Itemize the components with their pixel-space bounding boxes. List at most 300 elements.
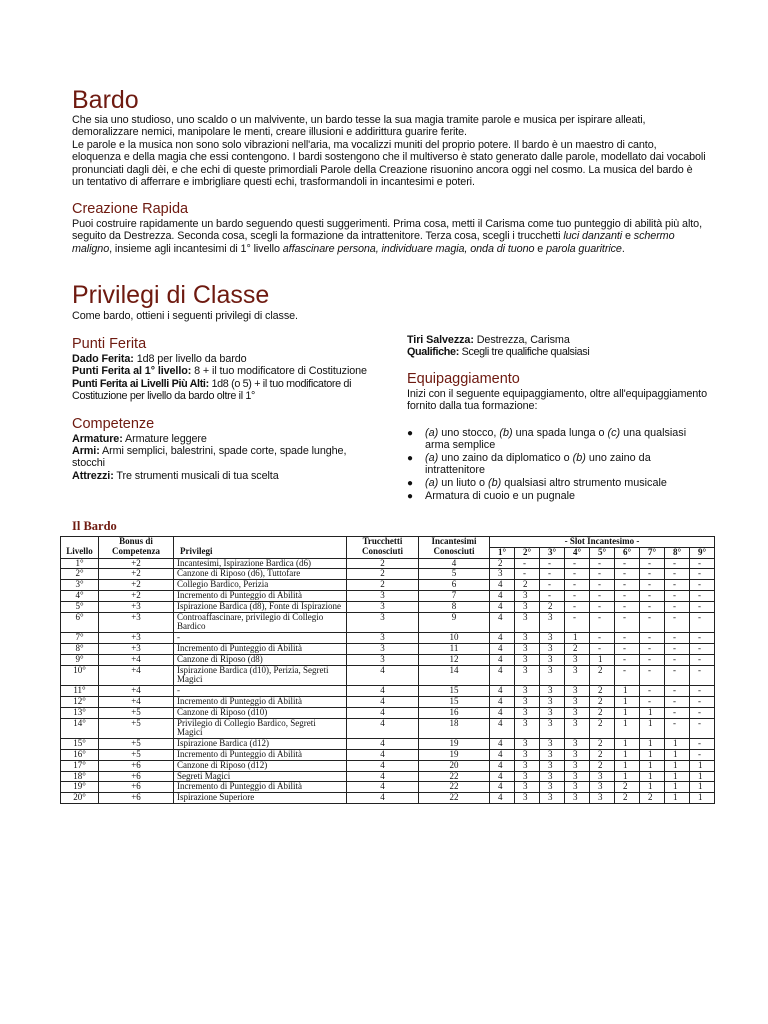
cell-slot: 3: [540, 643, 565, 654]
cell-privilegi: Incremento di Punteggio di Abilità: [174, 782, 347, 793]
cell-slot: 3: [590, 782, 615, 793]
cell-slot: 1: [615, 718, 640, 739]
cell-livello: 13°: [61, 707, 99, 718]
cell-slot: 3: [540, 686, 565, 697]
cell-privilegi: Incantesimi, Ispirazione Bardica (d6): [174, 558, 347, 569]
label: Punti Ferita al 1° livello:: [72, 365, 192, 378]
header-slot: - Slot Incantesimo -: [490, 537, 715, 548]
cell-incantesimi: 19: [419, 739, 490, 750]
option-text: Armatura di cuoio e un pugnale: [425, 490, 576, 503]
cell-slot: -: [640, 665, 665, 686]
cell-bonus: +4: [99, 686, 174, 697]
option-letter: (a): [425, 426, 439, 439]
cell-bonus: +3: [99, 633, 174, 644]
equipment-list: [407, 427, 707, 503]
equipment-item: [407, 490, 707, 502]
cell-slot: 3: [515, 707, 540, 718]
cell-slot: 3: [540, 665, 565, 686]
table-row: [61, 654, 715, 665]
cell-bonus: +3: [99, 643, 174, 654]
label: Armature:: [72, 432, 123, 445]
cell-livello: 9°: [61, 654, 99, 665]
cell-slot: 3: [515, 601, 540, 612]
option-text: un liuto o: [438, 477, 489, 490]
table-row: [61, 558, 715, 569]
header-slot-level: 9°: [690, 547, 715, 558]
table-row: [61, 760, 715, 771]
cell-slot: -: [690, 580, 715, 591]
cell-bonus: +5: [99, 707, 174, 718]
cell-slot: 3: [515, 760, 540, 771]
cell-trucchetti: 4: [347, 782, 419, 793]
cell-slot: 3: [565, 654, 590, 665]
cell-privilegi: Segreti Magici: [174, 771, 347, 782]
cell-slot: -: [640, 612, 665, 633]
cell-privilegi: Incremento di Punteggio di Abilità: [174, 696, 347, 707]
cell-trucchetti: 4: [347, 739, 419, 750]
cell-slot: -: [640, 696, 665, 707]
cell-trucchetti: 4: [347, 718, 419, 739]
bullet-icon: ●: [407, 452, 414, 464]
cell-slot: 3: [515, 696, 540, 707]
header-slot-level: 3°: [540, 547, 565, 558]
cell-slot: 3: [515, 686, 540, 697]
italic-run: affascinare persona, individuare magia, onda di tuono: [282, 242, 535, 255]
cell-slot: 3: [540, 612, 565, 633]
tiri-salvezza-line: [407, 334, 707, 346]
cell-privilegi: Controaffascinare, privilegio di Collegio Bardico: [174, 612, 347, 633]
cell-slot: 4: [490, 612, 515, 633]
table-body: [61, 558, 715, 803]
header-trucchetti-1: Trucchetti: [347, 537, 419, 548]
cell-slot: 2: [590, 718, 615, 739]
cell-slot: -: [690, 601, 715, 612]
cell-slot: -: [640, 601, 665, 612]
option-letter: (a): [425, 451, 439, 464]
cell-trucchetti: 2: [347, 558, 419, 569]
cell-slot: 1: [615, 739, 640, 750]
cell-slot: -: [565, 601, 590, 612]
cell-slot: -: [615, 601, 640, 612]
cell-incantesimi: 10: [419, 633, 490, 644]
cell-trucchetti: 3: [347, 633, 419, 644]
header-slot-level: 5°: [590, 547, 615, 558]
cell-slot: 3: [515, 793, 540, 804]
cell-slot: -: [590, 558, 615, 569]
cell-slot: 3: [515, 782, 540, 793]
cell-bonus: +2: [99, 590, 174, 601]
cell-privilegi: Canzone di Riposo (d10): [174, 707, 347, 718]
equipaggiamento-heading: Equipaggiamento: [407, 370, 520, 387]
table-row: [61, 633, 715, 644]
privilegi-text: Come bardo, ottieni i seguenti privilegi di classe.: [72, 310, 298, 322]
cell-slot: 2: [515, 580, 540, 591]
cell-slot: 2: [490, 558, 515, 569]
cell-slot: 4: [490, 590, 515, 601]
table-row: [61, 718, 715, 739]
cell-slot: 3: [565, 749, 590, 760]
cell-privilegi: Ispirazione Bardica (d10), Perizia, Segreti Magici: [174, 665, 347, 686]
cell-incantesimi: 20: [419, 760, 490, 771]
cell-bonus: +2: [99, 580, 174, 591]
cell-slot: -: [665, 665, 690, 686]
cell-privilegi: Ispirazione Superiore: [174, 793, 347, 804]
cell-slot: 1: [665, 749, 690, 760]
table-row: [61, 569, 715, 580]
cell-slot: 2: [590, 739, 615, 750]
equipment-item: [407, 427, 707, 452]
cell-slot: -: [615, 569, 640, 580]
text-run: e: [534, 242, 547, 255]
cell-slot: -: [690, 696, 715, 707]
cell-slot: 1: [690, 771, 715, 782]
cell-slot: 2: [590, 760, 615, 771]
cell-slot: -: [515, 558, 540, 569]
option-letter: (a): [425, 477, 439, 490]
cell-slot: -: [590, 612, 615, 633]
armature-line: [72, 433, 372, 445]
cell-slot: 3: [515, 771, 540, 782]
cell-slot: -: [565, 580, 590, 591]
cell-slot: 3: [515, 749, 540, 760]
cell-incantesimi: 16: [419, 707, 490, 718]
cell-slot: -: [615, 665, 640, 686]
cell-slot: 1: [615, 696, 640, 707]
table-row: [61, 686, 715, 697]
cell-slot: -: [640, 569, 665, 580]
value: Destrezza, Carisma: [473, 334, 570, 346]
cell-slot: 2: [640, 793, 665, 804]
cell-slot: 4: [490, 739, 515, 750]
header-trucchetti-2: Conosciuti: [347, 547, 419, 558]
table-row: [61, 707, 715, 718]
cell-slot: 4: [490, 686, 515, 697]
value: 8 + il tuo modificatore di Costituzione: [191, 365, 367, 378]
cell-slot: 1: [615, 760, 640, 771]
cell-slot: -: [540, 558, 565, 569]
cell-slot: 3: [565, 665, 590, 686]
page-title: Bardo: [72, 86, 139, 114]
cell-incantesimi: 19: [419, 749, 490, 760]
text-run: Puoi costruire rapidamente un bardo seguendo questi suggerimenti. Prima cosa, metti il Carisma come tuo punteggio di abilità più alto, seguito da Destrezza. Seconda cosa, scegli la formazione da intrattenitore. Terza cosa, scegli i trucchetti: [72, 218, 702, 243]
option-text: una spada lunga o: [512, 426, 608, 439]
table-row: [61, 793, 715, 804]
cell-trucchetti: 4: [347, 749, 419, 760]
cell-slot: 3: [565, 782, 590, 793]
cell-livello: 18°: [61, 771, 99, 782]
cell-slot: 1: [640, 771, 665, 782]
cell-livello: 6°: [61, 612, 99, 633]
cell-livello: 19°: [61, 782, 99, 793]
value: Armature leggere: [122, 432, 207, 445]
cell-slot: -: [640, 580, 665, 591]
cell-slot: 2: [590, 749, 615, 760]
bullet-icon: ●: [407, 491, 414, 503]
cell-slot: 4: [490, 633, 515, 644]
cell-slot: 3: [565, 718, 590, 739]
cell-slot: -: [640, 558, 665, 569]
header-slot-level: 7°: [640, 547, 665, 558]
cell-slot: -: [665, 633, 690, 644]
privilegi-heading: Privilegi di Classe: [72, 281, 270, 309]
label: Attrezzi:: [72, 469, 114, 482]
table-title: Il Bardo: [72, 519, 117, 533]
cell-slot: 3: [590, 793, 615, 804]
table-row: [61, 643, 715, 654]
cell-slot: -: [615, 643, 640, 654]
cell-slot: 3: [515, 665, 540, 686]
cell-livello: 16°: [61, 749, 99, 760]
cell-slot: -: [590, 580, 615, 591]
cell-trucchetti: 2: [347, 569, 419, 580]
cell-slot: 3: [565, 707, 590, 718]
cell-slot: 1: [565, 633, 590, 644]
cell-slot: 4: [490, 696, 515, 707]
cell-incantesimi: 15: [419, 686, 490, 697]
cell-slot: -: [615, 580, 640, 591]
cell-slot: -: [665, 580, 690, 591]
option-text: uno stocco,: [438, 426, 500, 439]
cell-slot: 1: [690, 782, 715, 793]
cell-trucchetti: 2: [347, 580, 419, 591]
header-slot-level: 1°: [490, 547, 515, 558]
cell-bonus: +4: [99, 665, 174, 686]
cell-slot: 3: [565, 739, 590, 750]
cell-slot: -: [665, 696, 690, 707]
label: Punti Ferita ai Livelli Più Alti:: [72, 377, 209, 390]
cell-incantesimi: 22: [419, 793, 490, 804]
cell-trucchetti: 3: [347, 590, 419, 601]
cell-slot: 1: [640, 718, 665, 739]
cell-slot: 4: [490, 782, 515, 793]
cell-slot: 4: [490, 601, 515, 612]
cell-livello: 5°: [61, 601, 99, 612]
cell-privilegi: Ispirazione Bardica (d8), Fonte di Ispirazione: [174, 601, 347, 612]
table-row: [61, 580, 715, 591]
cell-slot: 1: [615, 686, 640, 697]
cell-livello: 4°: [61, 590, 99, 601]
cell-bonus: +6: [99, 771, 174, 782]
option-letter: (b): [499, 426, 513, 439]
cell-incantesimi: 22: [419, 782, 490, 793]
cell-slot: 3: [515, 718, 540, 739]
armi-line: [72, 445, 372, 470]
table-row: [61, 612, 715, 633]
cell-slot: -: [590, 643, 615, 654]
cell-livello: 8°: [61, 643, 99, 654]
cell-privilegi: Canzone di Riposo (d8): [174, 654, 347, 665]
cell-slot: -: [690, 718, 715, 739]
cell-bonus: +2: [99, 569, 174, 580]
italic-run: schermo maligno: [72, 230, 675, 255]
cell-slot: -: [540, 569, 565, 580]
cell-slot: -: [665, 569, 690, 580]
table-header-row-2: [61, 547, 715, 558]
cell-livello: 15°: [61, 739, 99, 750]
cell-slot: 1: [640, 707, 665, 718]
cell-slot: -: [690, 749, 715, 760]
cell-slot: 3: [540, 760, 565, 771]
label: Armi:: [72, 445, 100, 458]
cell-incantesimi: 15: [419, 696, 490, 707]
cell-incantesimi: 4: [419, 558, 490, 569]
option-letter: (c): [607, 426, 621, 439]
cell-slot: -: [665, 612, 690, 633]
cell-slot: -: [665, 590, 690, 601]
cell-privilegi: Canzone di Riposo (d12): [174, 760, 347, 771]
italic-run: parola guaritrice: [546, 242, 622, 255]
cell-slot: 3: [565, 793, 590, 804]
cell-trucchetti: 4: [347, 686, 419, 697]
option-text: uno zaino da intrattenitore: [425, 451, 651, 477]
cell-livello: 7°: [61, 633, 99, 644]
cell-slot: 1: [665, 771, 690, 782]
cell-slot: -: [590, 569, 615, 580]
cell-slot: -: [565, 590, 590, 601]
punti-ferita-heading: Punti Ferita: [72, 336, 147, 352]
qualifiche-line: [407, 346, 707, 358]
equipaggiamento-text: Inizi con il seguente equipaggiamento, oltre all'equipaggiamento fornito dalla tua formazione:: [407, 387, 707, 413]
cell-slot: 3: [515, 739, 540, 750]
cell-slot: -: [590, 590, 615, 601]
cell-slot: 4: [490, 771, 515, 782]
cell-slot: 1: [640, 782, 665, 793]
cell-slot: 2: [590, 665, 615, 686]
cell-privilegi: -: [174, 686, 347, 697]
label: Tiri Salvezza:: [407, 334, 474, 346]
cell-slot: 1: [690, 793, 715, 804]
cell-privilegi: -: [174, 633, 347, 644]
cell-slot: -: [615, 612, 640, 633]
cell-slot: 4: [490, 718, 515, 739]
cell-slot: -: [615, 558, 640, 569]
cell-slot: -: [665, 643, 690, 654]
cell-slot: 3: [540, 771, 565, 782]
cell-slot: -: [615, 590, 640, 601]
option-letter: (b): [488, 477, 502, 490]
cell-slot: 2: [540, 601, 565, 612]
cell-slot: -: [540, 580, 565, 591]
cell-incantesimi: 8: [419, 601, 490, 612]
cell-slot: 1: [615, 771, 640, 782]
option-text: una qualsiasi arma semplice: [425, 426, 687, 452]
cell-slot: -: [690, 665, 715, 686]
cell-incantesimi: 9: [419, 612, 490, 633]
cell-slot: -: [690, 707, 715, 718]
cell-slot: 4: [490, 665, 515, 686]
attrezzi-line: [72, 470, 372, 482]
cell-slot: 4: [490, 643, 515, 654]
cell-slot: -: [565, 558, 590, 569]
cell-slot: 1: [615, 707, 640, 718]
cell-slot: 1: [640, 739, 665, 750]
cell-slot: 3: [540, 782, 565, 793]
cell-slot: 4: [490, 707, 515, 718]
cell-slot: 2: [590, 696, 615, 707]
cell-slot: 4: [490, 760, 515, 771]
header-incantesimi-2: Conosciuti: [419, 547, 490, 558]
intro-paragraph-1: Che sia uno studioso, uno scaldo o un malvivente, un bardo tesse la sua magia tramite parole e musica per ispirare alleati, demoralizzare nemici, manipolare le menti, creare illusioni e addirittura guarire ferite.: [72, 114, 646, 139]
cell-slot: 4: [490, 793, 515, 804]
cell-slot: -: [590, 633, 615, 644]
cell-slot: 3: [490, 569, 515, 580]
value: Scegli tre qualifiche qualsiasi: [458, 346, 590, 359]
dado-ferita-line: [72, 353, 372, 365]
table-row: [61, 749, 715, 760]
cell-slot: -: [690, 590, 715, 601]
creazione-rapida-heading: Creazione Rapida: [72, 201, 189, 217]
cell-slot: 1: [615, 749, 640, 760]
cell-slot: -: [690, 643, 715, 654]
cell-incantesimi: 6: [419, 580, 490, 591]
cell-slot: -: [615, 633, 640, 644]
cell-slot: 4: [490, 749, 515, 760]
text-run: , insieme agli incantesimi di 1° livello: [109, 242, 283, 255]
cell-privilegi: Incremento di Punteggio di Abilità: [174, 643, 347, 654]
label: Qualifiche:: [407, 346, 459, 359]
table-row: [61, 590, 715, 601]
cell-slot: 1: [665, 760, 690, 771]
value: Tre strumenti musicali di tua scelta: [113, 469, 279, 482]
cell-privilegi: Collegio Bardico, Perizia: [174, 580, 347, 591]
cell-slot: -: [690, 654, 715, 665]
cell-slot: 3: [565, 696, 590, 707]
cell-slot: 1: [590, 654, 615, 665]
cell-slot: 3: [515, 633, 540, 644]
cell-trucchetti: 3: [347, 654, 419, 665]
italic-run: luci danzanti: [563, 230, 623, 243]
cell-trucchetti: 4: [347, 760, 419, 771]
header-slot-level: 2°: [515, 547, 540, 558]
cell-slot: -: [665, 718, 690, 739]
cell-slot: -: [640, 590, 665, 601]
bullet-icon: ●: [407, 478, 414, 490]
cell-trucchetti: 4: [347, 771, 419, 782]
cell-slot: -: [640, 654, 665, 665]
cell-livello: 11°: [61, 686, 99, 697]
cell-slot: -: [690, 739, 715, 750]
table-row: [61, 782, 715, 793]
pf-livelli-alti-line: [72, 378, 372, 403]
cell-bonus: +3: [99, 612, 174, 633]
cell-slot: 4: [490, 580, 515, 591]
cell-slot: -: [640, 633, 665, 644]
cell-livello: 12°: [61, 696, 99, 707]
cell-livello: 2°: [61, 569, 99, 580]
cell-privilegi: Privilegio di Collegio Bardico, Segreti Magici: [174, 718, 347, 739]
cell-incantesimi: 12: [419, 654, 490, 665]
cell-bonus: +5: [99, 718, 174, 739]
cell-slot: 2: [615, 782, 640, 793]
cell-bonus: +6: [99, 760, 174, 771]
cell-bonus: +6: [99, 782, 174, 793]
cell-bonus: +4: [99, 696, 174, 707]
cell-slot: 3: [540, 696, 565, 707]
cell-slot: 3: [540, 793, 565, 804]
cell-slot: 1: [665, 782, 690, 793]
cell-slot: 3: [540, 749, 565, 760]
cell-slot: -: [690, 633, 715, 644]
cell-incantesimi: 22: [419, 771, 490, 782]
value: 1d8 (o 5) + il tuo modificatore di Costituzione per livello da bardo oltre il 1°: [72, 377, 352, 403]
cell-trucchetti: 3: [347, 612, 419, 633]
cell-incantesimi: 5: [419, 569, 490, 580]
header-bonus-1: Bonus di: [99, 537, 174, 548]
cell-slot: 1: [665, 793, 690, 804]
cell-privilegi: Canzone di Riposo (d6), Tuttofare: [174, 569, 347, 580]
cell-slot: 2: [565, 643, 590, 654]
pf-primo-livello-line: [72, 365, 372, 377]
